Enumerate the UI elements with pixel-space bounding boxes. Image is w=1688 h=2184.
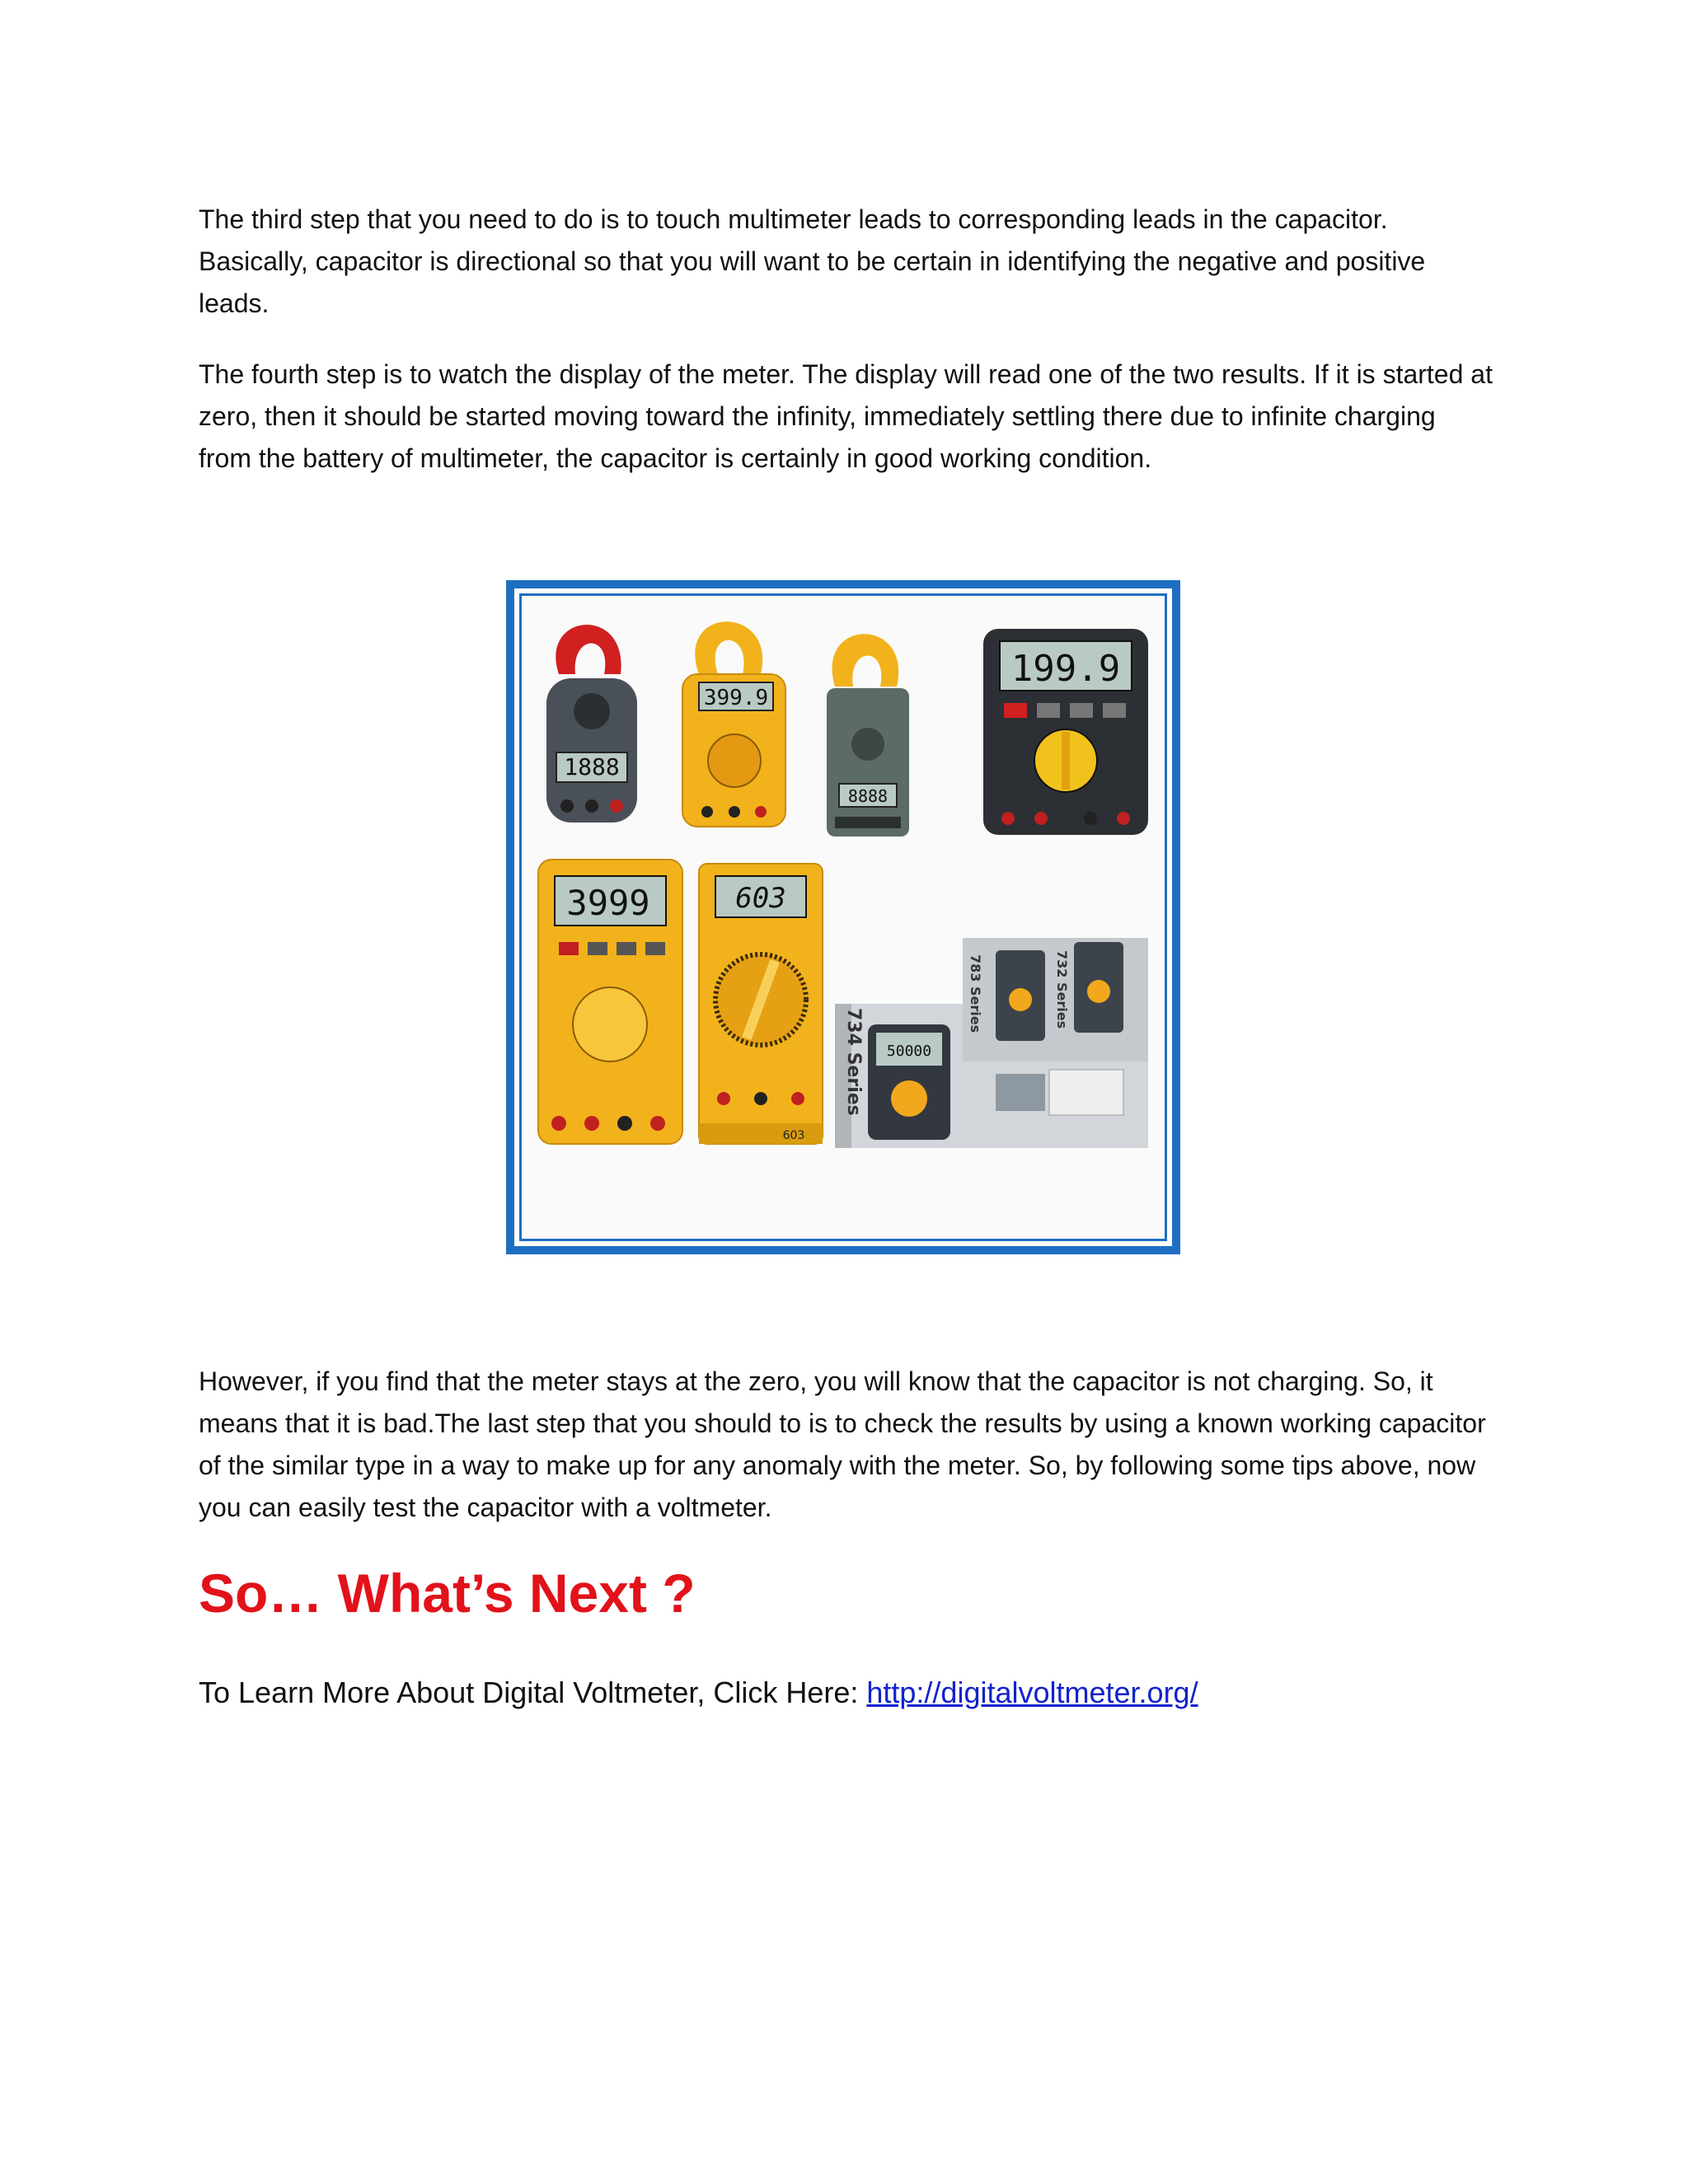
orange-multimeter-icon bbox=[538, 860, 682, 1144]
learn-more-text: To Learn More About Digital Voltmeter, Click Here: bbox=[199, 1675, 867, 1709]
black-multimeter-icon bbox=[983, 629, 1148, 835]
clamp-meter-red-icon bbox=[546, 625, 637, 823]
learn-more-line bbox=[199, 1671, 1198, 1714]
black-meter-display: 199.9 bbox=[1010, 648, 1121, 690]
series-732-label: 732 Series bbox=[1054, 950, 1070, 1029]
meter-603-icon bbox=[699, 864, 823, 1144]
digitalvoltmeter-link[interactable]: http://digitalvoltmeter.org/ bbox=[866, 1675, 1198, 1709]
series-734-label: 734 Series bbox=[843, 1008, 864, 1116]
figure-image-area bbox=[519, 593, 1167, 1241]
clamp1-display: 1888 bbox=[564, 753, 620, 780]
paragraph-third-step: The third step that you need to do is to touch multimeter leads to corresponding leads in the capacitor. Basically, capacitor is directional so that you will want to be certain in identifying the negative and positive leads. bbox=[199, 204, 1426, 318]
clamp-meter-yellow-icon bbox=[682, 621, 785, 827]
series-783-label: 783 Series bbox=[968, 954, 983, 1033]
meter-603-display: 603 bbox=[735, 882, 786, 915]
paragraph-last-step: However, if you find that the meter stays at the zero, you will know that the capacitor is not charging. So, it means that it is bad.The last step that you should to is to check the results by using a known working capacitor of the similar type in a way to make up for any anomaly with the meter. So, by following some tips above, now you can easily test the capacitor with a voltmeter. bbox=[199, 1366, 1486, 1522]
paragraph-fourth-step: The fourth step is to watch the display of the meter. The display will read one of the two results. If it is started at zero, then it should be started moving toward the infinity, immediately settling there due to infinite charging from the battery of multimeter, the capacitor is certainly in good working condition. bbox=[199, 359, 1493, 473]
clamp-meter-grey-icon bbox=[827, 634, 909, 837]
whats-next-heading: So… What’s Next ? bbox=[199, 1563, 696, 1624]
meter-603-model-label: 603 bbox=[782, 1129, 805, 1142]
multimeters-illustration bbox=[522, 596, 1167, 1241]
orange-meter-display: 3999 bbox=[566, 883, 650, 923]
figure-white-border bbox=[514, 588, 1172, 1246]
series-panels bbox=[835, 938, 1148, 1148]
multimeter-collage-figure bbox=[506, 580, 1180, 1254]
clamp2-display: 399.9 bbox=[703, 686, 769, 710]
meter-734-display: 50000 bbox=[886, 1043, 932, 1060]
clamp3-display: 8888 bbox=[847, 786, 889, 806]
